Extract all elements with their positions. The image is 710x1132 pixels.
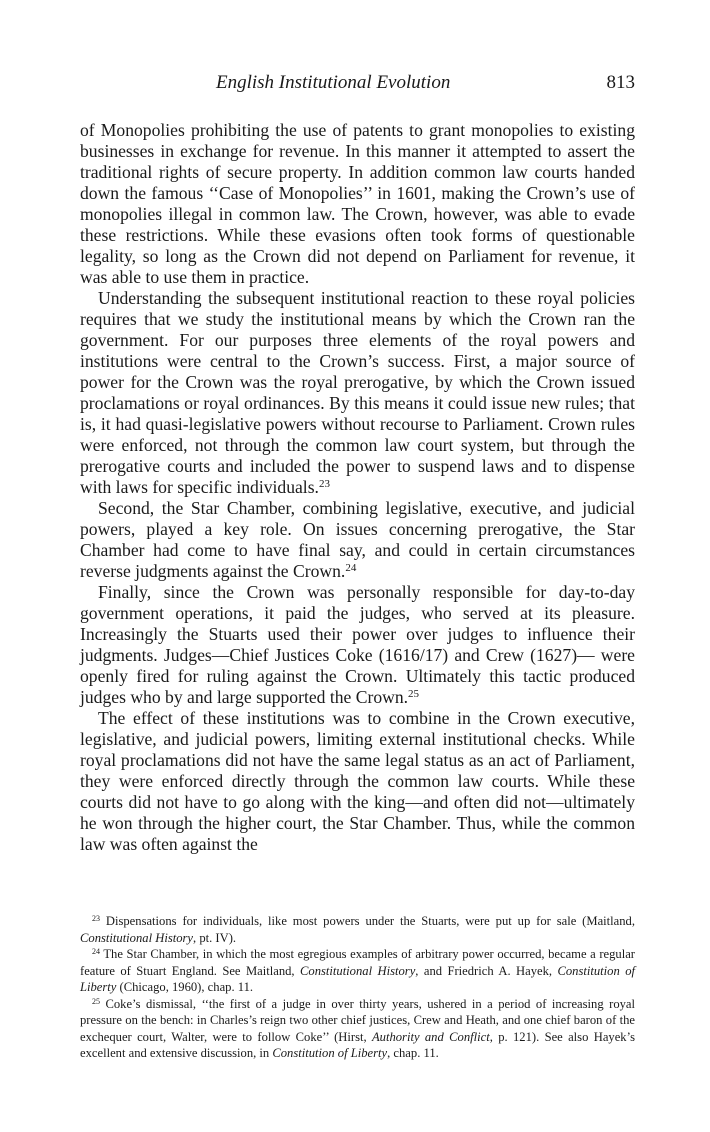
footnote-number: 23 bbox=[92, 914, 100, 923]
footnotes bbox=[80, 913, 635, 1062]
paragraph-text: Understanding the subsequent institutional reaction to these royal policies requires that we study the institutional means by which the Crown ran the government. For our purposes three elements of the royal powers and institutions were central to the Crown’s success. First, a major source of power for the Crown was the royal prerogative, by which the Crown issued proclamations or royal ordinances. By this means it could issue new rules; that is, it had quasi-legislative powers without recourse to Parliament. Crown rules were enforced, not through the common law court system, but through the prerogative courts and included the power to suspend laws and to dispense with laws for specific individuals. bbox=[80, 288, 635, 497]
footnote: $^{24}$ The Star Chamber, in which the most egregious examples of arbitrary power occurred, became a regular feature of Stuart England. See Maitland, Constitutional History, and Friedrich A. Hayek, Constitution of Liberty (Chicago, 1960), chap. 11. bbox=[80, 947, 635, 994]
running-title: English Institutional Evolution bbox=[216, 72, 451, 93]
paragraph bbox=[80, 582, 635, 708]
body-text bbox=[80, 120, 635, 855]
paragraph bbox=[80, 120, 635, 288]
footnote-ref[interactable]: 24 bbox=[345, 562, 357, 574]
footnote-ref[interactable]: 23 bbox=[318, 478, 330, 490]
page-number: 813 bbox=[606, 72, 635, 93]
footnote-number: 25 bbox=[92, 996, 100, 1006]
paragraph-text: Second, the Star Chamber, combining legislative, executive, and judicial powers, played a key role. On issues concerning prerogative, the Star Chamber had come to have final say, and could in certain circumstances reverse judgments against the Crown. bbox=[80, 498, 635, 581]
paragraph bbox=[80, 288, 635, 498]
footnote-ref[interactable]: 25 bbox=[408, 688, 420, 700]
page bbox=[80, 70, 635, 855]
paragraph-text: The effect of these institutions was to combine in the Crown executive, legislative, and judicial powers, limiting external institutional checks. While royal proclamations did not have the same legal status as an act of Parliament, they were enforced directly through the common law courts. While these courts did not have to go along with the king—and often did not—ultimately he won through the higher court, the Star Chamber. Thus, while the common law was often against the bbox=[80, 708, 635, 854]
paragraph-text: of Monopolies prohibiting the use of patents to grant monopolies to existing businesses in exchange for revenue. In this manner it attempted to assert the traditional rights of secure property. In addition common law courts handed down the famous ‘‘Case of Monopolies’’ in 1601, making the Crown’s use of monopolies illegal in common law. The Crown, however, was able to evade these restrictions. While these evasions often took forms of questionable legality, so long as the Crown did not depend on Parliament for revenue, it was able to use them in practice. bbox=[80, 120, 635, 287]
footnote: $^{23}$ Dispensations for individuals, like most powers under the Stuarts, were put up for sale (Maitland, Constitutional History, pt. IV). bbox=[80, 914, 635, 945]
footnote-number: 24 bbox=[92, 947, 100, 956]
paragraph bbox=[80, 708, 635, 855]
paragraph bbox=[80, 498, 635, 582]
footnote: $^{25}$ Coke’s dismissal, ‘‘the first of a judge in over thirty years, ushered in a period of increasing royal pressure on the bench: in Charles’s reign two other chief justices, Crew and Heath, and one chief baron of the exchequer court, Walter, were to follow Coke’’ (Hirst, Authority and Conflict, p. 121). See also Hayek’s excellent and extensive discussion, in Constitution of Liberty, chap. 11. bbox=[80, 996, 635, 1060]
running-header bbox=[80, 70, 635, 100]
paragraph-text: Finally, since the Crown was personally responsible for day-to-day government operations, it paid the judges, who served at its pleasure. Increasingly the Stuarts used their power over judges to influence their judgments. Judges—Chief Justices Coke (1616/17) and Crew (1627)— were openly fired for ruling against the Crown. Ultimately this tactic produced judges who by and large supported the Crown. bbox=[80, 582, 635, 707]
